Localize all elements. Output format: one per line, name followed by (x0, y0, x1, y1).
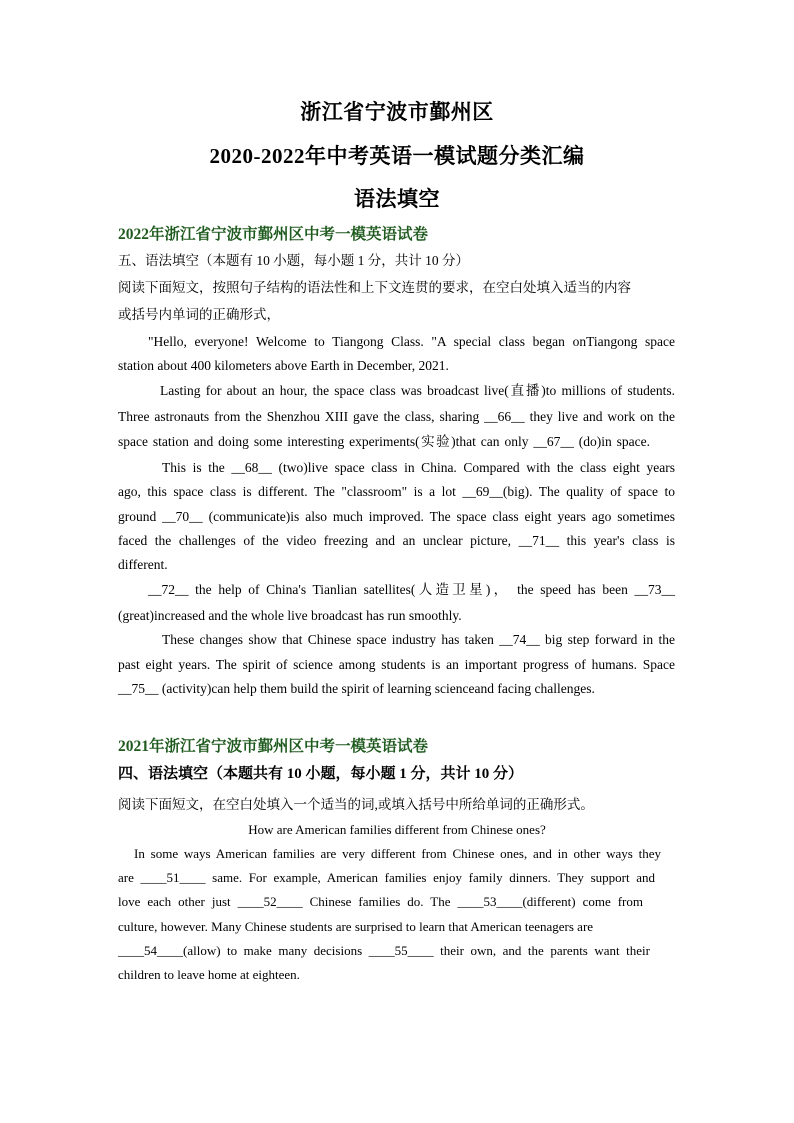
section-2021-part-title: 四、语法填空（本题共有 10 小题，每小题 1 分，共计 10 分） (118, 766, 524, 782)
passage-line: ____54____(allow) to make many decisions ____55____ their own, and the parents want their (118, 943, 650, 958)
passage-line: These changes show that Chinese space industry has taken __74__ big step forward in the (162, 632, 675, 647)
passage-line: past eight years. The spirit of science among students is an important progress of humans. Space (118, 657, 675, 672)
passage-line: faced the challenges of the video freezing and an unclear picture, __71__ this year's class is (118, 533, 675, 548)
passage-line: Lasting for about an hour, the space class was broadcast live(直播)to millions of students. (160, 383, 675, 398)
passage-line: This is the __68__ (two)live space class in China. Compared with the class eight years (162, 460, 675, 475)
passage-line: Three astronauts from the Shenzhou XIII gave the class, sharing __66__ they live and work on the (118, 409, 675, 424)
passage-line: ago, this space class is different. The "classroom" is a lot __69__(big). The quality of space to (118, 484, 675, 499)
passage-line: __75__ (activity)can help them build the spirit of learning scienceand facing challenges. (118, 681, 595, 696)
section-2022-heading: 2022年浙江省宁波市鄞州区中考一模英语试卷 (118, 226, 429, 243)
passage-line: station about 400 kilometers above Earth in December, 2021. (118, 358, 449, 373)
section-2022-instruction-line: 阅读下面短文，按照句子结构的语法性和上下文连贯的要求，在空白处填入适当的内容 (118, 280, 631, 295)
doc-title-subject: 2020-2022年中考英语一模试题分类汇编 (209, 144, 585, 168)
passage-line: love each other just ____52____ Chinese families do. The ____53____(different) come from (118, 894, 643, 909)
passage-line: "Hello, everyone! Welcome to Tiangong Class. "A special class began onTiangong space (148, 334, 675, 349)
passage-line: are ____51____ same. For example, American families enjoy family dinners. They support and (118, 870, 655, 885)
section-2022-instruction-line: 或括号内单词的正确形式， (118, 307, 280, 322)
passage-line: In some ways American families are very different from Chinese ones, and in other ways they (134, 846, 661, 861)
section-2022-part-title: 五、语法填空（本题有 10 小题，每小题 1 分，共计 10 分） (118, 253, 469, 268)
passage-line: culture, however. Many Chinese students are surprised to learn that American teenagers are (118, 919, 594, 934)
doc-title-region: 浙江省宁波市鄞州区 (300, 100, 494, 124)
passage-line: different. (118, 557, 168, 572)
passage-title: How are American families different from Chinese ones? (248, 822, 546, 837)
passage-line: __72__ the help of China's Tianlian satellites(人造卫星)， the speed has been __73__ (148, 582, 675, 597)
passage-line: children to leave home at eighteen. (118, 967, 300, 982)
doc-title-topic: 语法填空 (354, 187, 440, 211)
section-2021-heading: 2021年浙江省宁波市鄞州区中考一模英语试卷 (118, 738, 429, 755)
section-2021-instruction: 阅读下面短文，在空白处填入一个适当的词,或填入括号中所给单词的正确形式。 (118, 797, 594, 812)
passage-line: space station and doing some interesting experiments(实验)that can only __67__ (do)in space. (118, 434, 650, 449)
passage-line: ground __70__ (communicate)is also much improved. The space class eight years ago sometimes (118, 509, 675, 524)
passage-line: (great)increased and the whole live broadcast has run smoothly. (118, 608, 462, 623)
